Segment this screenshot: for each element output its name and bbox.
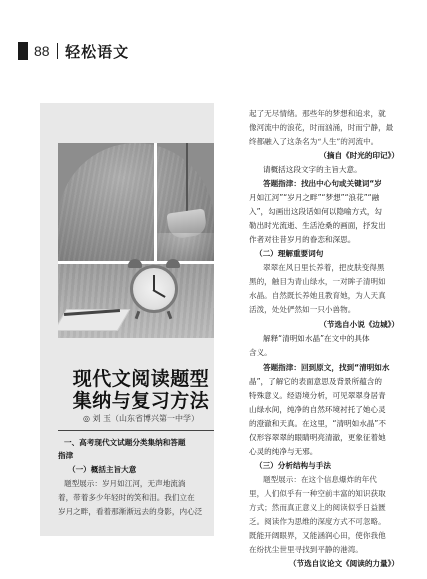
header-marker [18,42,28,60]
lamp-cord [186,143,188,213]
section-heading-1: 一、高考现代文试题分类集纳和答题 [64,438,186,447]
subheading-3: （三）分析结构与手法 [255,461,331,470]
header-divider [57,43,59,59]
answer-guide: 答题指津：找出中心句或关键词“岁 [263,179,382,188]
question-text: 含义。 [249,348,272,357]
answer-line: 勒出时光流逝、生活沧桑的画面，抒发出 [249,221,386,230]
answer-guide: 答题指津：回到原文，找到“清明如水 [263,363,390,372]
subheading-2: （二）理解重要词句 [255,249,324,258]
paragraph-line: 题型展示：岁月如江河，无声地流淌 [64,479,186,488]
subheading-1: （一）概括主旨大意 [68,465,137,474]
source-reference: （节选自议论文《阅读的力量》） [288,559,399,568]
section-heading-1-cont: 指津 [58,451,74,460]
paragraph-line: 翠翠在风日里长养着，把皮肤变得黑 [263,263,385,272]
title-divider [58,430,214,431]
paragraph-line: 既能开阔眼界，又能涵润心田，使你我他 [249,531,386,540]
author-line: ◎ 刘 玉（山东省博兴第一中学） [82,414,200,423]
paragraph-line: 方式；然而真正意义上的阅读似乎日益匮 [249,503,386,512]
paragraph-line: 着，带着多少年轻时的笑和泪。我们立在 [58,493,195,502]
answer-line: 心灵的纯净与无邪。 [249,447,318,456]
paragraph-line: 活泼，处处俨然如一只小兽物。 [249,305,356,314]
answer-line: 晶”，了解它的表面意思及背景所蕴含的 [249,377,383,386]
paragraph-line: 乏。阅读作为思维的深度方式不可忽略。 [249,517,386,526]
source-reference: （摘自《时光的印记》） [319,151,399,160]
answer-line: 月如江河”“岁月之畔”“梦想”“浪花”“融 [249,193,380,202]
illustration-photo [58,143,214,338]
magazine-brand: 轻松语文 [65,42,130,61]
answer-line: 特殊意义。经语境分析，可见翠翠身居青 [249,391,386,400]
paragraph-line: 像河流中的浪花，时而汹涌，时而宁静，最 [249,123,394,132]
paragraph-line: 题型展示：在这个信息爆炸的年代 [263,475,377,484]
paragraph-line: 在纷扰尘世里寻找到平静的港湾。 [249,545,363,554]
paragraph-line: 起了无尽情绪。那些年的梦想和追求，就 [249,109,386,118]
source-reference: （节选自小说《边城》） [319,320,399,329]
paragraph-line: 岁月之畔，看着那渐渐远去的身影，内心泛 [58,507,203,516]
answer-line: 作者对往昔岁月的眷恋和深思。 [249,235,356,244]
answer-line: 仅形容翠翠的眼睛明亮清澈，更象征着她 [249,433,386,442]
article-title: 现代文阅读题型 集纳与复习方法 [72,368,210,412]
page-number: 88 [34,43,50,59]
paragraph-line: 里，人们似乎有一种空前丰富的知识获取 [249,489,386,498]
answer-line: 的澄澈和天真。在这里，“清明如水晶”不 [249,419,386,428]
paragraph-line: 终都融入了这条名为“人生”的河流中。 [249,137,379,146]
question-text: 请概括这段文字的主旨大意。 [263,165,362,174]
page-header [18,40,129,62]
question-text: 解释“清明如水晶”在文中的具体 [263,334,370,343]
paragraph-line: 水晶。自然既长养她且教育她，为人天真 [249,291,386,300]
answer-line: 山绿水间，纯净的自然环境衬托了她心灵 [249,405,386,414]
paragraph-line: 黑的，触目为青山绿水，一对眸子清明如 [249,277,386,286]
answer-line: 入”，勾画出这段话如何以隐喻方式，勾 [249,207,383,216]
